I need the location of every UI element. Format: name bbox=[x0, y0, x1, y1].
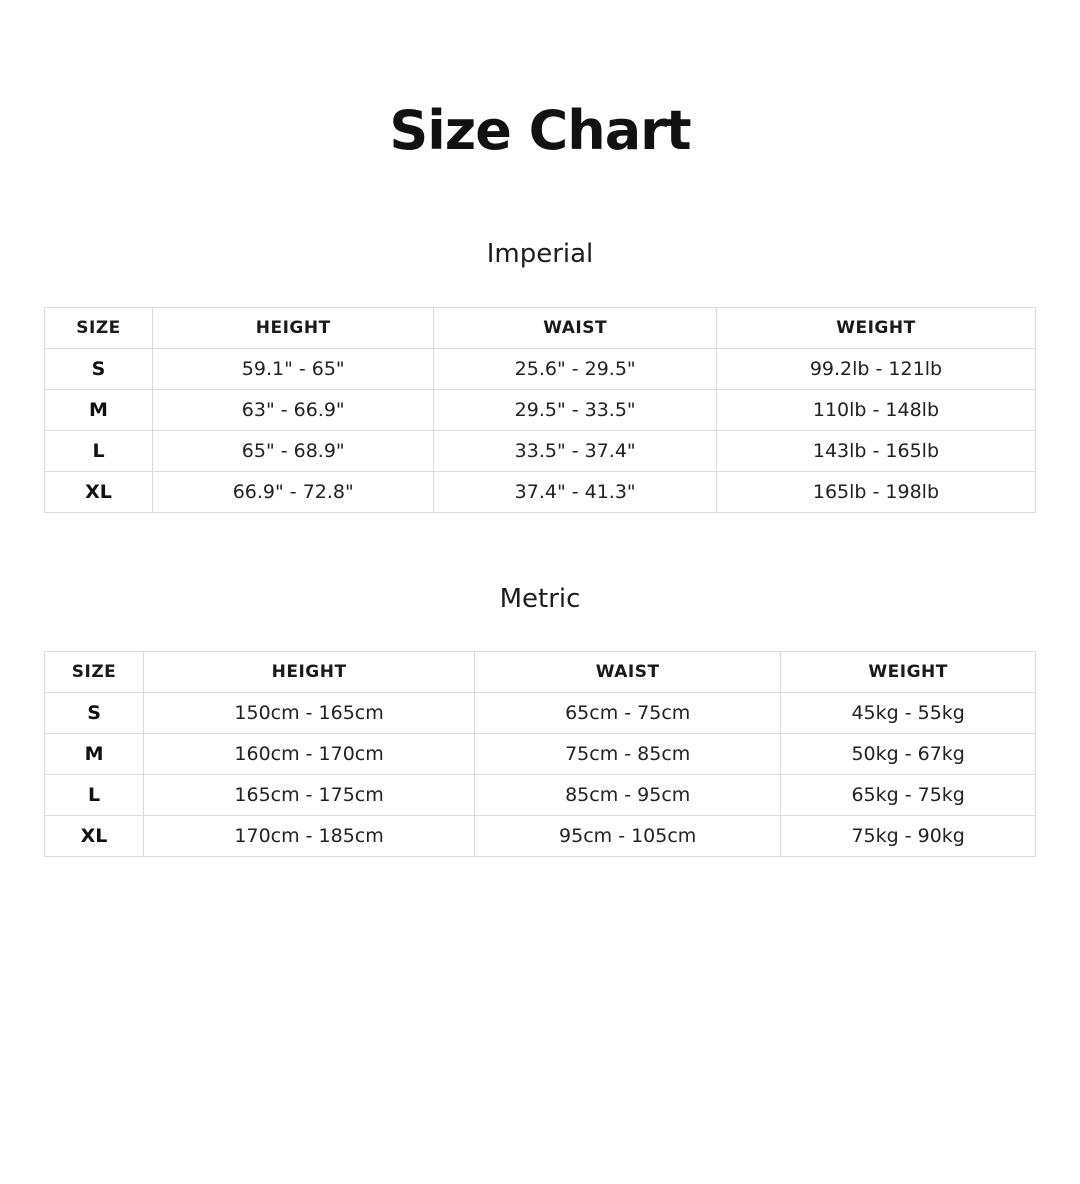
table-subtitle: Imperial bbox=[486, 239, 594, 269]
value-cell: 65cm - 75cm bbox=[475, 693, 781, 734]
value-cell: 160cm - 170cm bbox=[144, 734, 475, 775]
size-cell: L bbox=[45, 430, 153, 471]
table-header bbox=[45, 307, 1036, 348]
size-cell: XL bbox=[45, 471, 153, 512]
size-cell: S bbox=[45, 693, 144, 734]
column-header-size: SIZE bbox=[45, 307, 153, 348]
metric-size-table-section bbox=[44, 585, 1036, 858]
value-cell: 65" - 68.9" bbox=[153, 430, 434, 471]
metric-size-table bbox=[44, 651, 1036, 857]
size-cell: M bbox=[45, 389, 153, 430]
table-row bbox=[45, 775, 1036, 816]
column-header-height: HEIGHT bbox=[144, 652, 475, 693]
value-cell: 170cm - 185cm bbox=[144, 816, 475, 857]
size-cell: L bbox=[45, 775, 144, 816]
size-cell: XL bbox=[45, 816, 144, 857]
imperial-size-table bbox=[44, 307, 1036, 513]
table-row bbox=[45, 471, 1036, 512]
table-header-row bbox=[45, 652, 1036, 693]
page-title: Size Chart bbox=[389, 99, 691, 162]
table-subtitle: Metric bbox=[499, 583, 581, 614]
value-cell: 59.1" - 65" bbox=[153, 348, 434, 389]
value-cell: 29.5" - 33.5" bbox=[434, 389, 716, 430]
value-cell: 110lb - 148lb bbox=[716, 389, 1035, 430]
value-cell: 75kg - 90kg bbox=[781, 816, 1036, 857]
value-cell: 50kg - 67kg bbox=[781, 734, 1036, 775]
value-cell: 85cm - 95cm bbox=[475, 775, 781, 816]
value-cell: 143lb - 165lb bbox=[716, 430, 1035, 471]
table-body bbox=[45, 693, 1036, 857]
value-cell: 33.5" - 37.4" bbox=[434, 430, 716, 471]
column-header-height: HEIGHT bbox=[153, 307, 434, 348]
table-header-row bbox=[45, 307, 1036, 348]
table-row bbox=[45, 693, 1036, 734]
value-cell: 65kg - 75kg bbox=[781, 775, 1036, 816]
value-cell: 150cm - 165cm bbox=[144, 693, 475, 734]
value-cell: 25.6" - 29.5" bbox=[434, 348, 716, 389]
value-cell: 66.9" - 72.8" bbox=[153, 471, 434, 512]
table-row bbox=[45, 348, 1036, 389]
value-cell: 63" - 66.9" bbox=[153, 389, 434, 430]
table-row bbox=[45, 389, 1036, 430]
table-row bbox=[45, 816, 1036, 857]
table-row bbox=[45, 430, 1036, 471]
value-cell: 45kg - 55kg bbox=[781, 693, 1036, 734]
table-header bbox=[45, 652, 1036, 693]
size-cell: S bbox=[45, 348, 153, 389]
table-body bbox=[45, 348, 1036, 512]
value-cell: 75cm - 85cm bbox=[475, 734, 781, 775]
column-header-size: SIZE bbox=[45, 652, 144, 693]
value-cell: 37.4" - 41.3" bbox=[434, 471, 716, 512]
column-header-weight: WEIGHT bbox=[781, 652, 1036, 693]
size-chart-page bbox=[44, 99, 1036, 857]
value-cell: 99.2lb - 121lb bbox=[716, 348, 1035, 389]
table-row bbox=[45, 734, 1036, 775]
imperial-size-table-section bbox=[44, 240, 1036, 513]
size-cell: M bbox=[45, 734, 144, 775]
tables-container bbox=[44, 240, 1036, 857]
value-cell: 95cm - 105cm bbox=[475, 816, 781, 857]
column-header-waist: WAIST bbox=[475, 652, 781, 693]
column-header-waist: WAIST bbox=[434, 307, 716, 348]
value-cell: 165lb - 198lb bbox=[716, 471, 1035, 512]
column-header-weight: WEIGHT bbox=[716, 307, 1035, 348]
value-cell: 165cm - 175cm bbox=[144, 775, 475, 816]
